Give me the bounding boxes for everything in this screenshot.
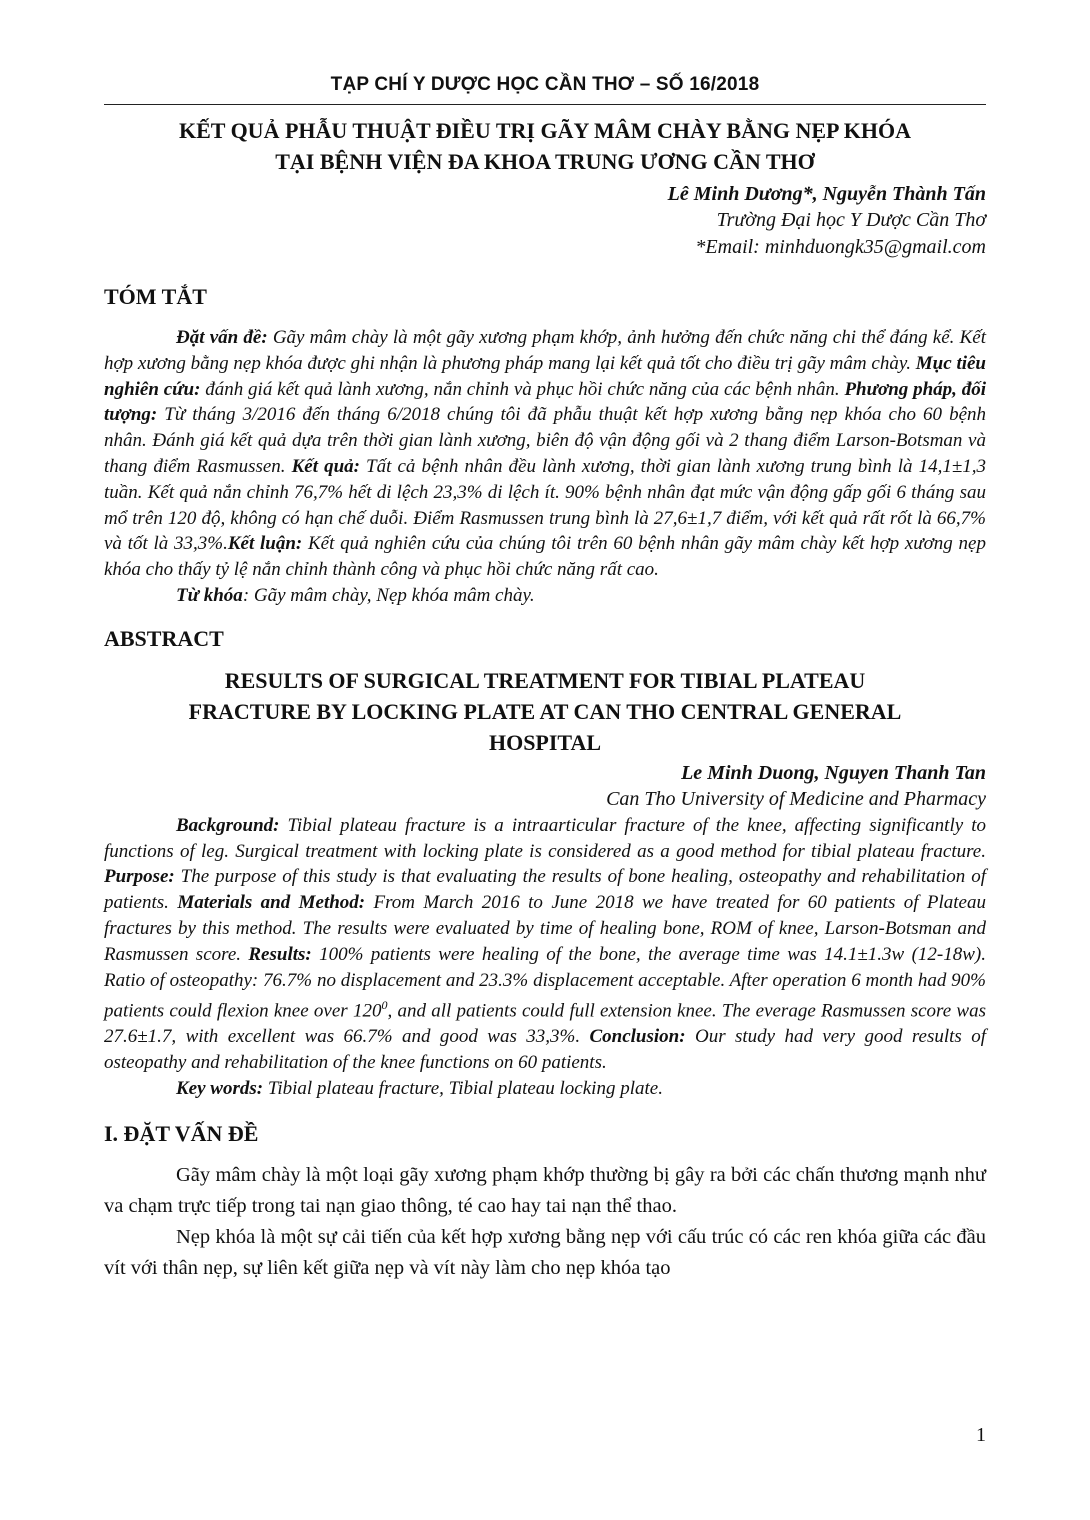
section-1-heading: I. ĐẶT VẤN ĐỀ [104,1120,259,1146]
label-background-vi: Đặt vấn đề: [176,327,268,348]
abstract-heading: ABSTRACT [104,625,224,651]
keywords-vi [104,583,986,609]
section-1-paragraph-2: Nẹp khóa là một sự cải tiến của kết hợp xương bằng nẹp với cấu trúc có các ren khóa giữa các đầu vít với thân nẹp, sự liên kết giữa nẹp và vít này làm cho nẹp khóa tạo [104,1225,986,1279]
text-conclusion-en: Our study had very good results of osteopathy and rehabilitation of the knee functions on 60 patients. [104,1026,986,1074]
text-results-en-b: , and all patients could full extension knee. The everage Rasmussen score was 27.6±1.7, with excellent was 66.7% and good was 33,3%. [104,1000,987,1048]
label-purpose-en: Purpose: [104,866,175,888]
title-english [104,665,986,758]
label-objective-vi: Mục tiêu nghiên cứu: [104,352,987,400]
title-vi-line-2: TẠI BỆNH VIỆN ĐA KHOA TRUNG ƯƠNG CẦN THƠ [275,149,815,174]
label-keywords-en: Key words: [176,1078,264,1100]
journal-header: TẠP CHÍ Y DƯỢC HỌC CẦN THƠ – SỐ 16/2018 [330,74,760,95]
text-keywords-vi: : Gãy mâm chày, Nẹp khóa mâm chày. [242,584,535,606]
label-method-vi: Phương pháp, đối tượng: [104,378,986,426]
label-keywords-vi: Từ khóa [176,584,243,606]
label-conclusion-vi: Kết luận: [227,533,303,555]
affiliation-en: Can Tho University of Medicine and Pharmacy [606,787,986,810]
text-results-vi: Tất cả bệnh nhân đều lành xương, thời gian lành xương trung bình là 14,1±1,3 tuần. Kết quả nắn chỉnh 76,7% hết di lệch 23,3% di lệch ít. 90% bệnh nhân đạt mức vận động gấp gối 6 tháng sau mổ trên 120 độ, không có hạn chế duỗi. Điểm Rasmussen trung bình là 27,6±1,7 điểm, với kết quả rất rốt là 66,7% và tốt là 33,3%. [104,455,987,555]
author-email: *Email: minhduongk35@gmail.com [695,236,986,258]
title-vi-line-1: KẾT QUẢ PHẪU THUẬT ĐIỀU TRỊ GÃY MÂM CHÀY BẰNG NẸP KHÓA [179,118,911,143]
title-en-line-2: FRACTURE BY LOCKING PLATE AT CAN THO CENTRAL GENERAL [188,698,902,724]
section-1-paragraph-1: Gãy mâm chày là một loại gãy xương phạm khớp thường bị gây ra bởi các chấn thương mạnh như va chạm trực tiếp trong tai nạn giao thông, té cao hay tai nạn thể thao. [104,1163,986,1217]
summary-heading: TÓM TẮT [104,284,207,309]
superscript-degree: 0 [381,998,388,1013]
label-conclusion-en: Conclusion: [589,1026,686,1048]
text-background-vi: Gãy mâm chày là một gãy xương phạm khớp, ảnh hưởng đến chức năng chi thể đáng kể. Kết hợp xương bằng nẹp khóa được ghi nhận là phương pháp mang lại kết quả tốt cho điều trị gãy mâm chày. [104,327,986,374]
title-en-line-1: RESULTS OF SURGICAL TREATMENT FOR TIBIAL PLATEAU [224,667,866,693]
summary-paragraph [104,325,986,583]
text-results-en-a: 100% patients were healing of the bone, the average time was 14.1±1.3w (12-18w). Ratio of osteopathy: 76.7% no displacement and 23.3% displacement acceptable. After operation 6 month had 90% patients could flexion knee over 120 [104,943,986,1022]
text-background-en: Tibial plateau fracture is a intraarticular fracture of the knee, affecting significantly to functions of leg. Surgical treatment with locking plate is considered as a good method for tibial plateau fracture. [104,814,986,862]
header-rule [104,104,986,105]
title-en-line-3: HOSPITAL [488,729,602,755]
label-method-en: Materials and Method: [177,892,366,914]
authors-vi: Lê Minh Dương*, Nguyễn Thành Tấn [667,183,986,205]
text-method-en: From March 2016 to June 2018 we have treated for 60 patients of Plateau fractures by this method. The results were evaluated by time of healing bone, ROM of knee, Larson-Botsman and Rasmussen score. [104,892,986,965]
text-method-vi: Từ tháng 3/2016 đến tháng 6/2018 chúng tôi đã phẫu thuật kết hợp xương bằng nẹp khóa cho 60 bệnh nhân. Đánh giá kết quả dựa trên thời gian lành xương, biên độ vận động gối và 2 thang điểm Larson-Botsman và thang điểm Rasmussen. [104,404,986,477]
label-results-vi: Kết quả: [291,455,360,477]
authors-en: Le Minh Duong, Nguyen Thanh Tan [681,761,986,784]
title-vietnamese [104,115,986,177]
text-purpose-en: The purpose of this study is that evaluating the results of bone healing, osteopathy and rehabilitation of patients. [104,866,986,914]
text-conclusion-vi: Kết quả nghiên cứu của chúng tôi trên 60 bệnh nhân gãy mâm chày kết hợp xương nẹp khóa cho thấy tỷ lệ nắn chỉnh thành công và phục hồi chức năng rất cao. [104,533,986,581]
label-results-en: Results: [248,943,312,965]
label-background-en: Background: [176,814,280,836]
affiliation-vi: Trường Đại học Y Dược Cần Thơ [716,209,986,231]
text-objective-vi: đánh giá kết quả lành xương, nắn chỉnh và phục hồi chức năng của các bệnh nhân. [200,378,845,400]
text-keywords-en: Tibial plateau fracture, Tibial plateau locking plate. [263,1078,663,1100]
paper-page [104,0,986,1284]
keywords-en [104,1076,986,1102]
page-number: 1 [976,1424,986,1446]
abstract-paragraph [104,813,986,1076]
